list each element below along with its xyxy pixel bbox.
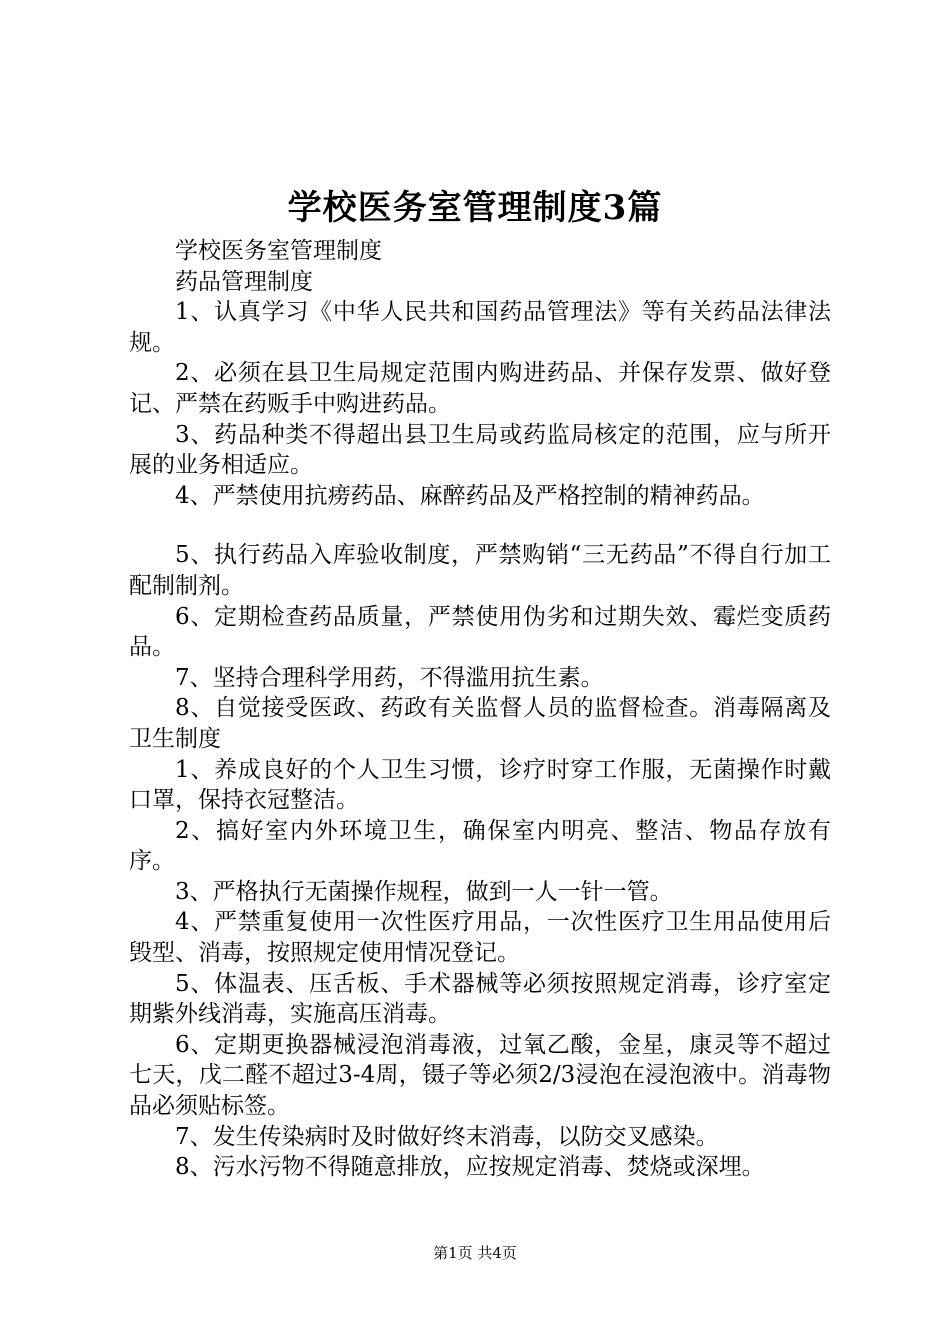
paragraph-drug-rule-4: 4、严禁使用抗痨药品、麻醉药品及严格控制的精神药品。	[175, 482, 765, 509]
paragraph-drug-rule-6: 6、定期检查药品质量，严禁使用伪劣和过期失效、霉烂变质药品。	[129, 603, 831, 661]
document-title: 学校医务室管理制度3篇	[287, 188, 663, 228]
paragraph-drug-rule-8: 8、自觉接受医政、药政有关监督人员的监督检查。消毒隔离及卫生制度	[129, 695, 831, 752]
paragraph-hygiene-rule-1: 1、养成良好的个人卫生习惯，诊疗时穿工作服，无菌操作时戴口罩，保持衣冠整洁。	[129, 756, 831, 814]
paragraph-drug-management-heading: 药品管理制度	[175, 268, 313, 295]
paragraph-section-heading: 学校医务室管理制度	[175, 238, 382, 264]
paragraph-spacer	[129, 511, 831, 540]
paragraph-hygiene-rule-7: 7、发生传染病时及时做好终末消毒，以防交叉感染。	[175, 1123, 719, 1150]
paragraph-hygiene-rule-5: 5、体温表、压舌板、手术器械等必须按照规定消毒，诊疗室定期紫外线消毒，实施高压消毒。	[129, 970, 831, 1028]
paragraph-drug-rule-5: 5、执行药品入库验收制度，严禁购销“三无药品”不得自行加工配制制剂。	[129, 542, 831, 599]
paragraph-drug-rule-3: 3、药品种类不得超出县卫生局或药监局核定的范围，应与所开展的业务相适应。	[129, 421, 831, 479]
paragraph-drug-rule-7: 7、坚持合理科学用药，不得滥用抗生素。	[175, 664, 604, 691]
paragraph-hygiene-rule-2: 2、搞好室内外环境卫生，确保室内明亮、整洁、物品存放有序。	[129, 817, 831, 875]
paragraph-hygiene-rule-6: 6、定期更换器械浸泡消毒液，过氧乙酸，金星，康灵等不超过七天，戊二醛不超过3-4周，镊子等必须2/3浸泡在浸泡液中。消毒物品必须贴标签。	[129, 1031, 831, 1120]
document-body	[129, 236, 831, 1183]
page-number-footer: 第1页 共4页	[433, 1244, 517, 1262]
paragraph-hygiene-rule-3: 3、严格执行无菌操作规程，做到一人一针一管。	[175, 878, 673, 905]
paragraph-drug-rule-2: 2、必须在县卫生局规定范围内购进药品、并保存发票、做好登记、严禁在药贩手中购进药品。	[129, 360, 831, 417]
paragraph-hygiene-rule-4: 4、严禁重复使用一次性医疗用品，一次性医疗卫生用品使用后毁型、消毒，按照规定使用情况登记。	[129, 909, 831, 967]
paragraph-hygiene-rule-8: 8、污水污物不得随意排放，应按规定消毒、焚烧或深埋。	[175, 1154, 765, 1181]
paragraph-drug-rule-1: 1、认真学习《中华人民共和国药品管理法》等有关药品法律法规。	[129, 299, 831, 356]
